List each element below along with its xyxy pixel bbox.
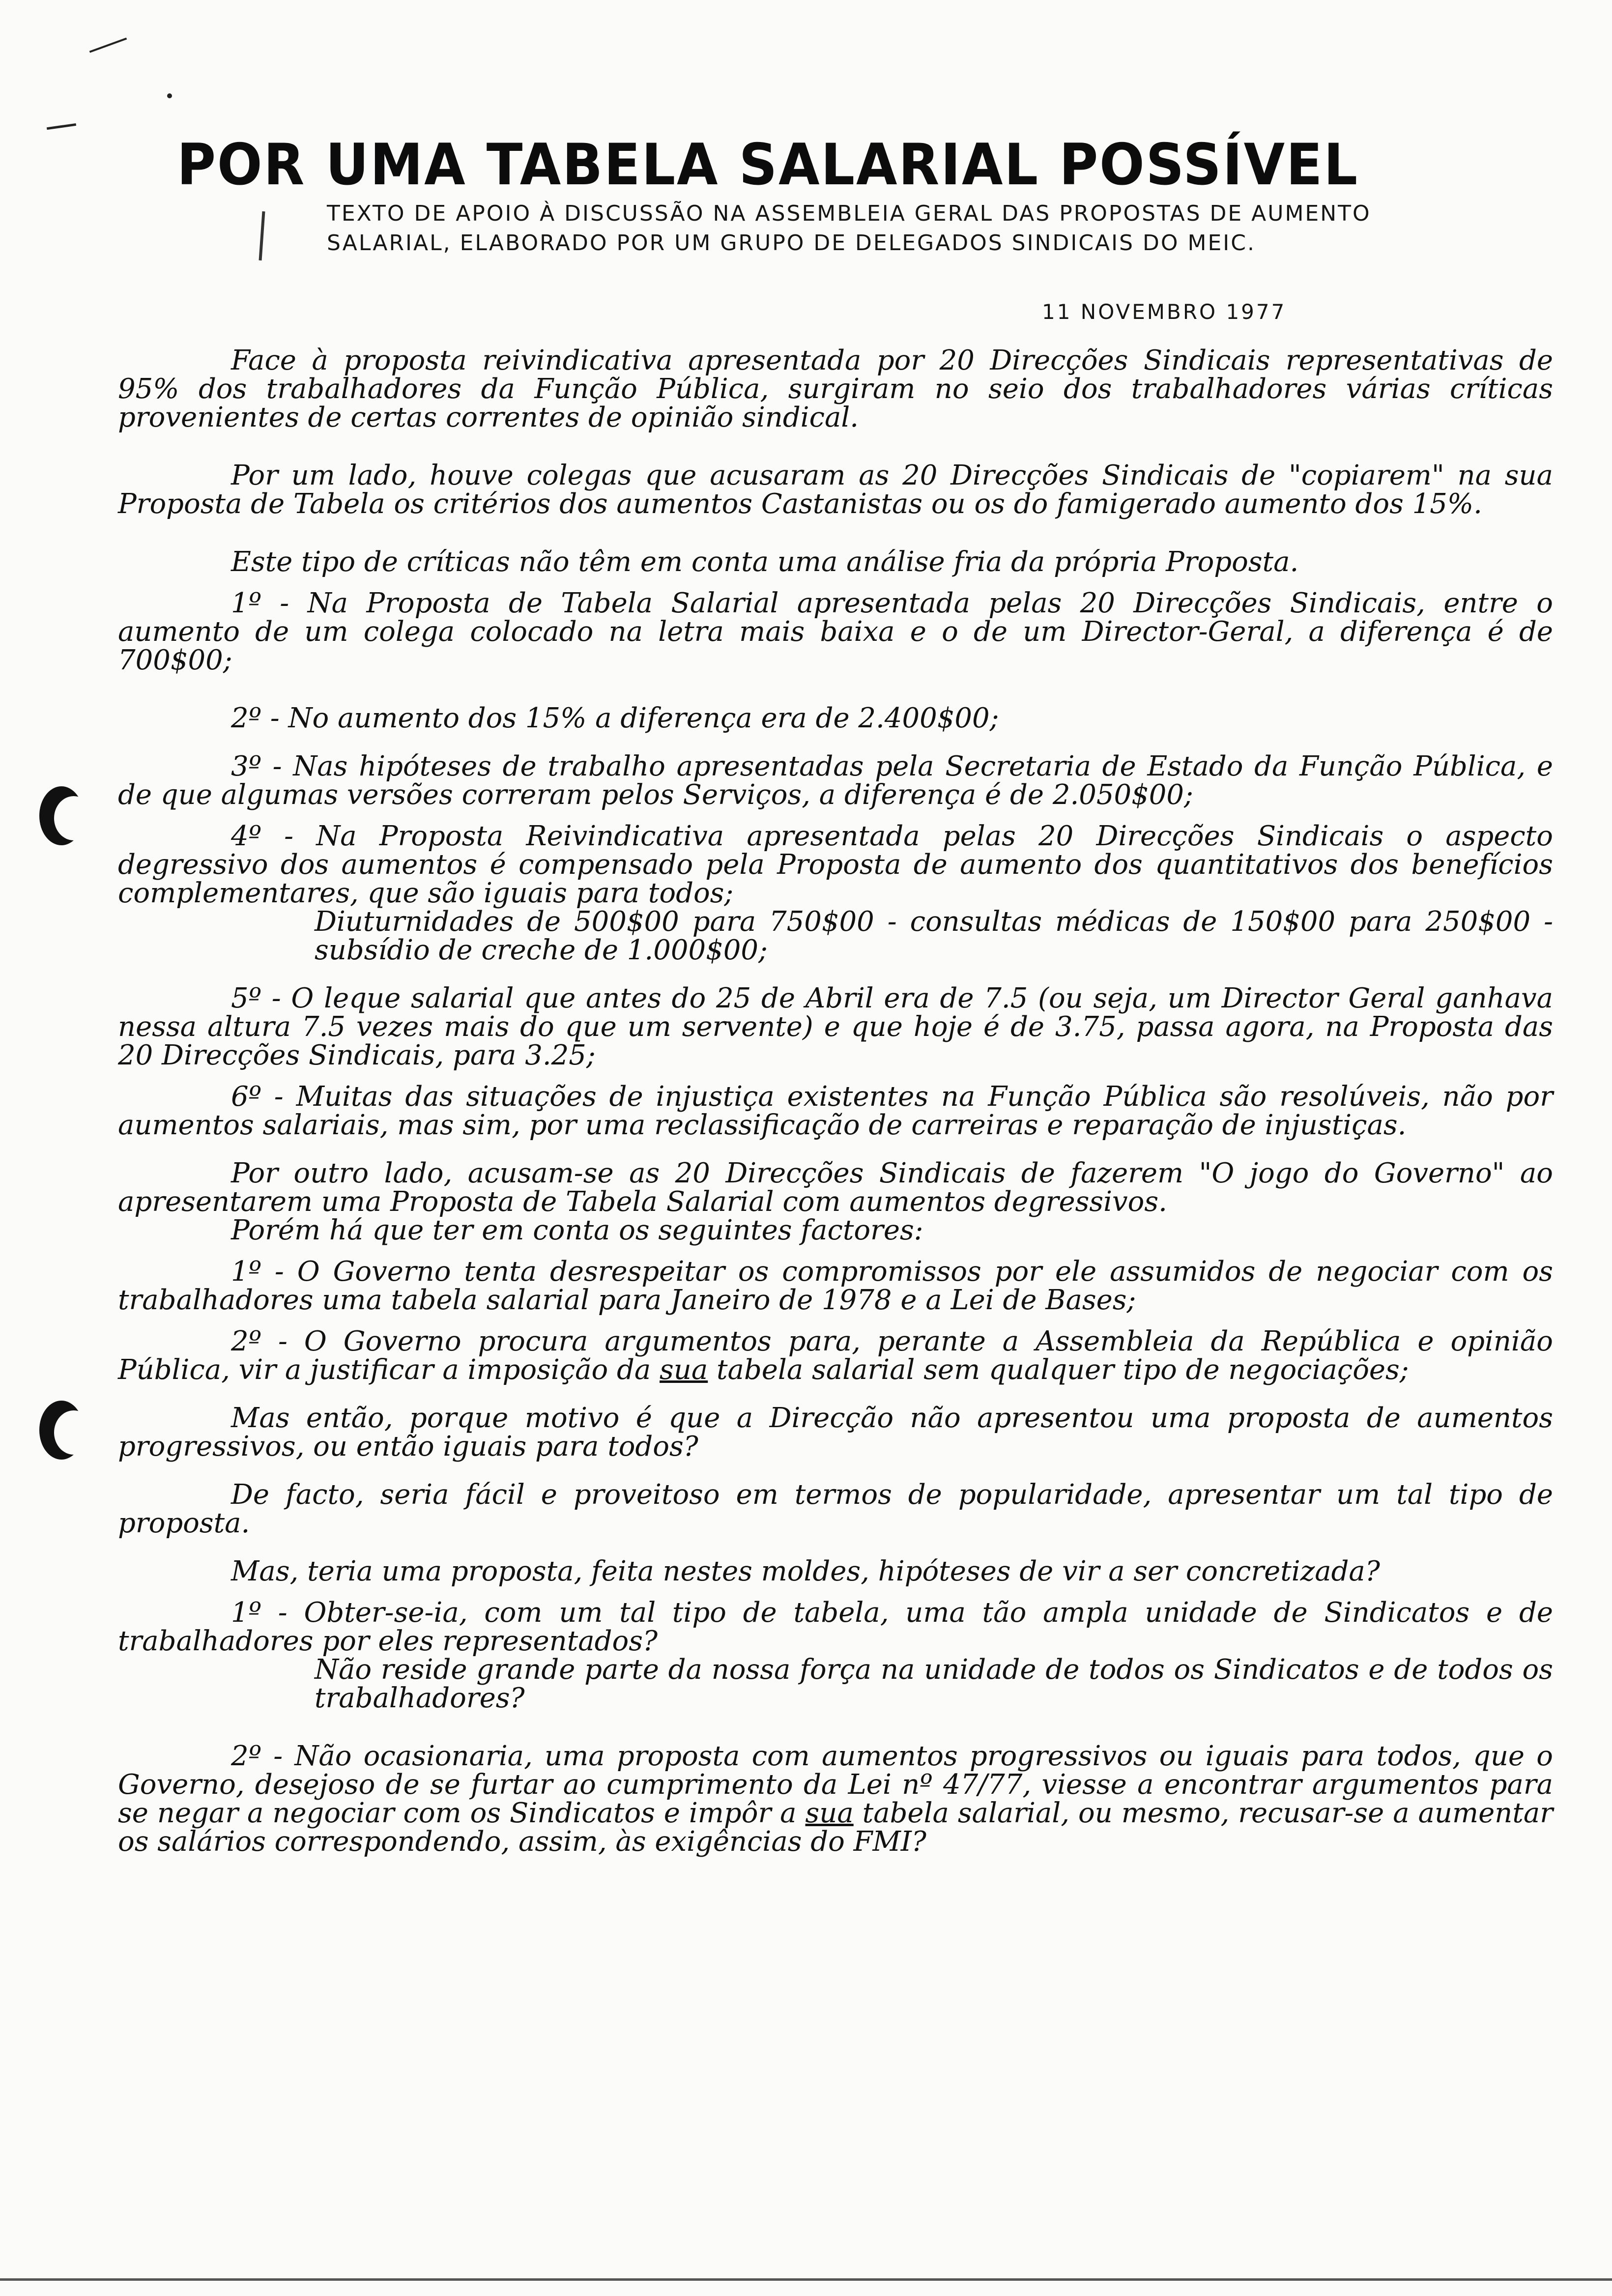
document-title: POR UMA TABELA SALARIAL POSSÍVEL (177, 131, 1359, 198)
underlined-word: sua (805, 1797, 854, 1829)
punch-hole (39, 1401, 84, 1460)
text-run: tabela salarial, ou mesmo, recusar-se a aumentar os salários correspondendo, assim, às exigências do FMI? (118, 1797, 1554, 1858)
scan-mark (47, 123, 76, 130)
punch-hole (39, 786, 84, 845)
text-run: tabela salarial sem qualquer tipo de negociações; (708, 1354, 1409, 1386)
document-body (118, 346, 1553, 1856)
paragraph: Não reside grande parte da nossa força na unidade de todos os Sindicatos e de todos os trabalhadores? (315, 1654, 1553, 1714)
paragraph: Diuturnidades de 500$00 para 750$00 - consultas médicas de 150$00 para 250$00 - subsídio de creche de 1.000$00; (315, 906, 1553, 966)
list-item: 6º - Muitas das situações de injustiça existentes na Função Pública são resolúveis, não por aumentos salariais, mas sim, por uma reclassificação de carreiras e reparação de injustiças. (118, 1081, 1553, 1141)
paragraph: Este tipo de críticas não têm em conta uma análise fria da própria Proposta. (231, 546, 1299, 578)
list-item: 4º - Na Proposta Reivindicativa apresentada pelas 20 Direcções Sindicais o aspecto degressivo dos aumentos é compensado pela Proposta de aumento dos quantitativos dos benefícios complementares, que são iguais para todos; (118, 820, 1553, 909)
document-subtitle: TEXTO DE APOIO À DISCUSSÃO NA ASSEMBLEIA GERAL DAS PROPOSTAS DE AUMENTO SALARIAL, ELABORADO POR UM GRUPO DE DELEGADOS SINDICAIS DO MEIC. (327, 201, 1371, 256)
text-run: 2º - O Governo procura argumentos para, perante a Assembleia da República e opinião Pública, vir a justificar a imposição da (118, 1325, 1553, 1386)
list-item: 2º - No aumento dos 15% a diferença era de 2.400$00; (231, 702, 999, 734)
list-item: 1º - Na Proposta de Tabela Salarial apresentada pelas 20 Direcções Sindicais, entre o aumento de um colega colocado na letra mais baixa e o de um Director-Geral, a diferença é de 700$00; (118, 587, 1553, 676)
list-item (118, 1742, 1553, 1856)
paragraph: De facto, seria fácil e proveitoso em termos de popularidade, apresentar um tal tipo de proposta. (118, 1479, 1553, 1539)
document-date: 11 NOVEMBRO 1977 (1042, 300, 1287, 324)
scan-mark (89, 37, 127, 53)
scan-edge (0, 2278, 1612, 2281)
paragraph: Por um lado, houve colegas que acusaram as 20 Direcções Sindicais de "copiarem" na sua Proposta de Tabela os critérios dos aumentos Castanistas ou os do famigerado aumento dos 15%. (118, 459, 1553, 520)
list-item: 5º - O leque salarial que antes do 25 de Abril era de 7.5 (ou seja, um Director Geral ganhava nessa altura 7.5 vezes mais do que um servente) e que hoje é de 3.75, passa agora, na Proposta das 20 Direcções Sindicais, para 3.25; (118, 982, 1553, 1071)
paragraph: Mas, teria uma proposta, feita nestes moldes, hipóteses de vir a ser concretizada? (231, 1555, 1380, 1587)
paragraph: Face à proposta reivindicativa apresentada por 20 Direcções Sindicais representativas de 95% dos trabalhadores da Função Pública, surgiram no seio dos trabalhadores várias críticas provenientes de certas correntes de opinião sindical. (118, 344, 1553, 433)
list-item: 3º - Nas hipóteses de trabalho apresentadas pela Secretaria de Estado da Função Pública, e de que algumas versões correram pelos Serviços, a diferença é de 2.050$00; (118, 750, 1553, 811)
list-item: 1º - O Governo tenta desrespeitar os compromissos por ele assumidos de negociar com os trabalhadores uma tabela salarial para Janeiro de 1978 e a Lei de Bases; (118, 1256, 1553, 1316)
paragraph: Porém há que ter em conta os seguintes factores: (231, 1214, 923, 1246)
margin-mark (259, 211, 265, 260)
scan-mark (167, 93, 172, 98)
list-item: 1º - Obter-se-ia, com um tal tipo de tabela, uma tão ampla unidade de Sindicatos e de trabalhadores por eles representados? (118, 1597, 1553, 1657)
paragraph: Mas então, porque motivo é que a Direcção não apresentou uma proposta de aumentos progressivos, ou então iguais para todos? (118, 1402, 1553, 1463)
list-item (118, 1327, 1553, 1384)
text-run: 2º - Não ocasionaria, uma proposta com aumentos progressivos ou iguais para todos, que o Governo, desejoso de se furtar ao cumprimento da Lei nº 47/77, viesse a encontrar argumentos para se negar a negociar com os Sindicatos e impôr a (118, 1740, 1553, 1829)
underlined-word: sua (660, 1354, 708, 1386)
paragraph: Por outro lado, acusam-se as 20 Direcções Sindicais de fazerem "O jogo do Governo" ao apresentarem uma Proposta de Tabela Salarial com aumentos degressivos. (118, 1157, 1553, 1218)
